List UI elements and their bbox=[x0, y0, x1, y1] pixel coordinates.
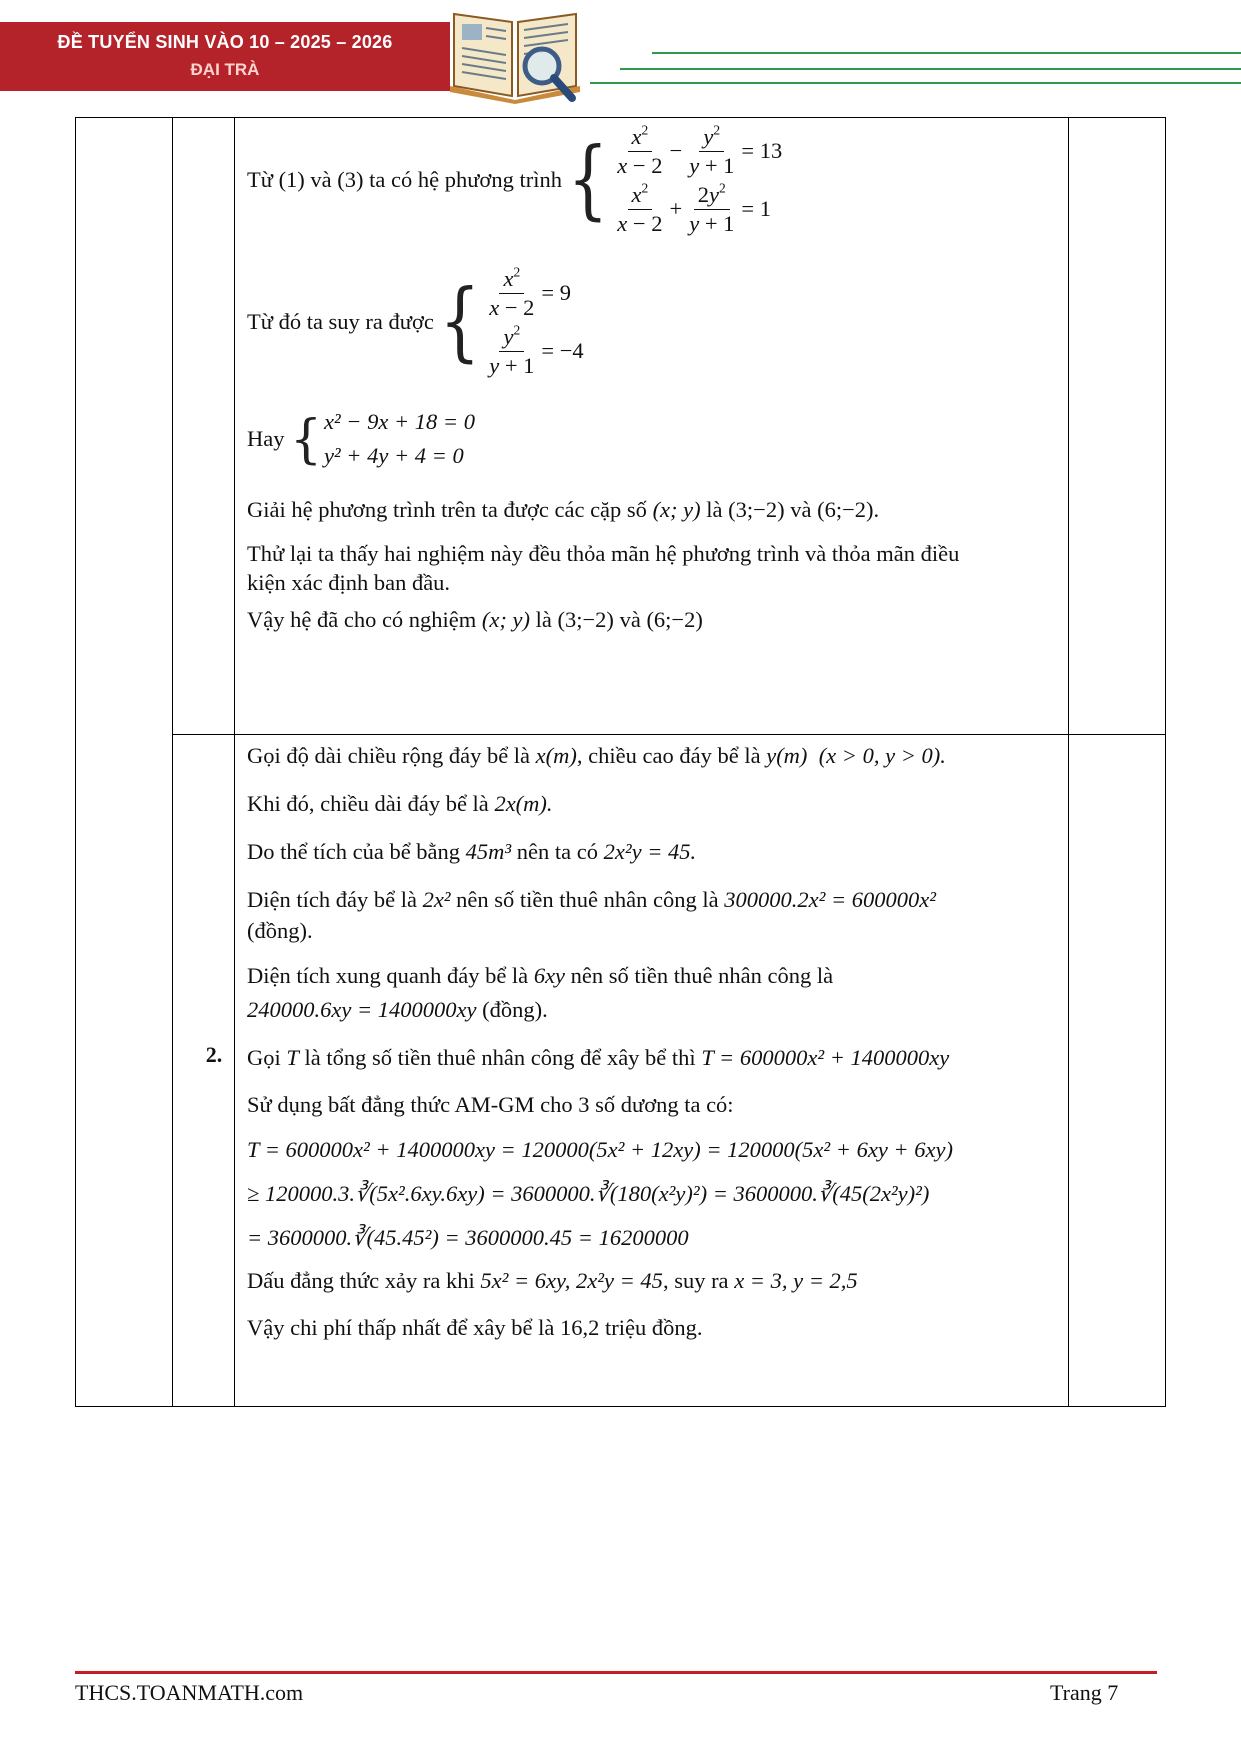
table-divider-1 bbox=[172, 117, 173, 1407]
conclusion-line: Vậy hệ đã cho có nghiệm (x; y) là (3;−2) và (6;−2) bbox=[247, 607, 703, 632]
system3-equations: { x² − 9x + 18 = 0 y² + 4y + 4 = 0 bbox=[290, 408, 475, 470]
table-border-left bbox=[75, 117, 76, 1407]
system3-eq1: x² − 9x + 18 = 0 bbox=[323, 409, 475, 434]
table-divider-3 bbox=[1068, 117, 1069, 1407]
table-border-bottom bbox=[75, 1406, 1166, 1407]
footer-page-number: Trang 7 bbox=[1050, 1680, 1119, 1705]
table-row-divider bbox=[172, 734, 1166, 735]
amgm-eq-1: T = 600000x² + 1400000xy = 120000(5x² + 12xy) = 120000(5x² + 6xy + 6xy) bbox=[247, 1137, 953, 1162]
check-line-1: Thử lại ta thấy hai nghiệm này đều thỏa mãn hệ phương trình và thỏa mãn điều bbox=[247, 541, 960, 566]
footer-site: THCS.TOANMATH.com bbox=[75, 1680, 304, 1705]
system1-equations: { $\frac{x^2}{x - 2}$ − $\frac{y^2}{y + 1}$ = 13 $\frac{x^2}{x - 2}$ + $\frac{2y^2}{y + 1}$ = 1 bbox=[567, 122, 783, 236]
part2-line-2: Khi đó, chiều dài đáy bể là 2x(m). bbox=[247, 791, 553, 816]
part2-line-1: Gọi độ dài chiều rộng đáy bể là x(m), chiều cao đáy bể là y(m) (x > 0, y > 0). bbox=[247, 743, 946, 768]
header-rule-middle bbox=[620, 68, 1241, 70]
table-border-top bbox=[75, 117, 1166, 118]
check-line-2: kiện xác định ban đầu. bbox=[247, 570, 451, 595]
header-subtitle: ĐẠI TRÀ bbox=[190, 60, 260, 79]
system3-line bbox=[247, 407, 475, 472]
part2-line-4b: (đồng). bbox=[247, 918, 313, 943]
system1-intro: Từ (1) và (3) ta có hệ phương trình bbox=[247, 167, 562, 193]
solution-table bbox=[75, 117, 1166, 1407]
part2-line-6: Gọi T là tổng số tiền thuê nhân công để xây bể thì T = 600000x² + 1400000xy bbox=[247, 1045, 950, 1070]
system3-intro: Hay bbox=[247, 426, 285, 452]
amgm-eq-3: = 3600000.∛(45.45²) = 3600000.45 = 16200000 bbox=[247, 1225, 689, 1250]
solve-line: Giải hệ phương trình trên ta được các cặp số (x; y) là (3;−2) và (6;−2). bbox=[247, 497, 880, 522]
part2-line-5: Diện tích xung quanh đáy bể là 6xy nên số tiền thuê nhân công là bbox=[247, 963, 834, 988]
part2-line-7: Sử dụng bất đẳng thức AM-GM cho 3 số dương ta có: bbox=[247, 1092, 734, 1117]
system2-line bbox=[247, 264, 584, 378]
system3-eq2: y² + 4y + 4 = 0 bbox=[323, 443, 464, 469]
part2-line-4: Diện tích đáy bể là 2x² nên số tiền thuê nhân công là 300000.2x² = 600000x² bbox=[247, 887, 937, 912]
system1-line bbox=[247, 122, 783, 236]
part2-line-9: Vậy chi phí thấp nhất để xây bể là 16,2 triệu đồng. bbox=[247, 1315, 703, 1340]
system2-intro: Từ đó ta suy ra được bbox=[247, 309, 434, 335]
header-title: ĐỀ TUYỂN SINH VÀO 10 – 2025 – 2026 bbox=[57, 32, 393, 52]
book-magnifier-icon bbox=[440, 0, 590, 104]
table-divider-2 bbox=[234, 117, 235, 1407]
part2-line-3: Do thể tích của bể bằng 45m³ nên ta có 2x²y = 45. bbox=[247, 839, 697, 864]
part2-line-5b: 240000.6xy = 1400000xy (đồng). bbox=[247, 997, 548, 1022]
header-rule-bottom bbox=[590, 82, 1241, 84]
part2-line-8: Dấu đẳng thức xảy ra khi 5x² = 6xy, 2x²y = 45, suy ra x = 3, y = 2,5 bbox=[247, 1268, 858, 1293]
item-number: 2. bbox=[205, 1042, 223, 1067]
table-border-right bbox=[1165, 117, 1166, 1407]
header-band bbox=[0, 22, 450, 91]
footer-rule bbox=[75, 1671, 1157, 1674]
header-rule-top bbox=[652, 52, 1241, 54]
system2-equations: { $\frac{x^2}{x - 2}$ = 9 $\frac{y^2}{y + 1}$ = −4 bbox=[439, 264, 584, 378]
amgm-eq-2: ≥ 120000.3.∛(5x².6xy.6xy) = 3600000.∛(180(x²y)²) = 3600000.∛(45(2x²y)²) bbox=[247, 1181, 930, 1206]
